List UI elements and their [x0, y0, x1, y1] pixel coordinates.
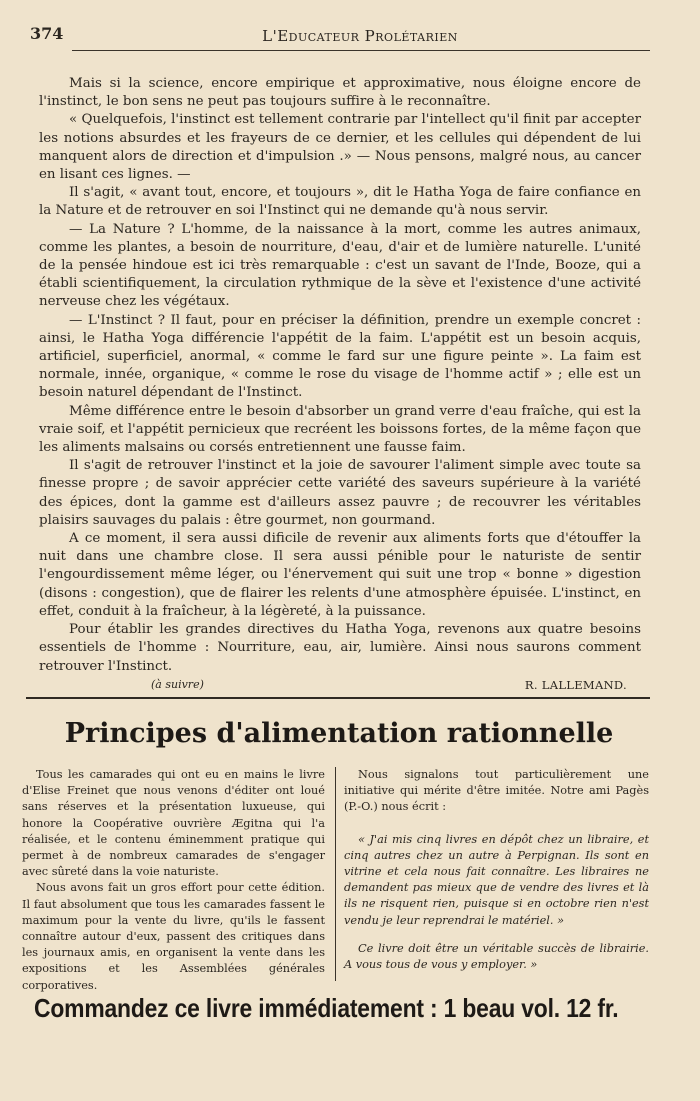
article-body — [39, 75, 641, 694]
right-closing: Ce livre doit être un véritable succès de librairie. A vous tous de vous y employer. » — [344, 941, 649, 972]
section-title: Principes d'alimentation rationnelle — [64, 718, 614, 749]
right-quote: « J'ai mis cinq livres en dépôt chez un libraire, et cinq autres chez un autre à Perpignan. Ils sont en vitrine et cela nous fait connaître. Les libraires ne demandent pas mieux que de vendre des livres et là ils ne risquent rien, puisque si en octobre rien n'est vendu je leur reprendrai le matériel. » — [344, 832, 649, 927]
article-paragraph: Même différence entre le besoin d'absorber un grand verre d'eau fraîche, qui est la vraie soif, et l'appétit pernicieux que recréent les boissons fortes, de la même façon que les aliments malsains ou corsés entretiennent une fausse faim. — [39, 403, 641, 456]
page-number: 374 — [30, 24, 64, 43]
right-column — [344, 767, 649, 973]
article-signature — [39, 676, 641, 694]
article-paragraph: Mais si la science, encore empirique et approximative, nous éloigne encore de l'instinct, le bon sens ne peut pas toujours suffire à le reconnaître. — [39, 76, 641, 110]
article-paragraph: — La Nature ? L'homme, de la naissance à la mort, comme les autres animaux, comme les plantes, a besoin de nourriture, d'eau, d'air et de lumière naturelle. L'unité de la pensée hindoue est ici très remarquable : c'est un savant de l'Inde, Booze, qui a établi scientifiquement, la circulation rythmique de la sève et l'existence d'une activité nerveuse chez les végétaux. — [39, 221, 641, 310]
journal-title: L'Educateur Prolétarien — [262, 27, 458, 45]
column-separator — [335, 767, 336, 981]
article-paragraph: Il s'agit, « avant tout, encore, et toujours », dit le Hatha Yoga de faire confiance en la Nature et de retrouver en soi l'Instinct qui ne demande qu'à nous servir. — [39, 185, 641, 219]
to-be-continued: (à suivre) — [151, 677, 204, 691]
article-paragraph: Il s'agit de retrouver l'instinct et la joie de savourer l'aliment simple avec toute sa finesse propre ; de savoir apprécier cette variété des saveurs supérieure à la variété des épices, dont la gamme est d'ailleurs assez pauvre ; de recouvrer les véritables plaisirs sauvages du palais : être gourmet, non gourmand. — [39, 458, 641, 528]
article-paragraph: « Quelquefois, l'instinct est tellement contrarie par l'intellect qu'il finit par accepter les notions absurdes et les frayeurs de ce dernier, et les cellules qui dépendent de lui manquent alors de direction et d'impulsion .» — Nous pensons, malgré nous, au cancer en lisant ces lignes. — — [39, 112, 641, 183]
header-rule — [72, 50, 650, 51]
right-intro: Nous signalons tout particulièrement une initiative qui mérite d'être imitée. Notre ami Pagès (P.-O.) nous écrit : — [344, 768, 649, 814]
article-paragraph: A ce moment, il sera aussi dificile de revenir aux aliments forts que d'étouffer la nuit dans une chambre close. Il sera aussi pénible pour le naturiste de sentir l'engourdissement même léger, ou l'énervement qui suit une trop « bonne » digestion (disons : congestion), que de flairer les relents d'une atmosphère épuisée. L'instinct, en effet, conduit à la fraîcheur, à la légèreté, à la puissance. — [39, 531, 641, 619]
section-divider — [26, 697, 650, 699]
article-paragraph: — L'Instinct ? Il faut, pour en préciser la définition, prendre un exemple concret : ainsi, le Hatha Yoga différencie l'appétit de la faim. L'appétit est un besoin acquis, artificiel, superficiel, anormal, « comme le fard sur une figure peinte ». La faim est normale, innée, organique, « comme le rose du visage de l'homme actif » ; elle est un besoin naturel dépendant de l'Instinct. — [39, 312, 641, 401]
article-paragraph: Pour établir les grandes directives du Hatha Yoga, revenons aux quatre besoins essentiels de l'homme : Nourriture, eau, air, lumière. Ainsi nous saurons comment retrouver l'Instinct. — [39, 622, 641, 674]
left-paragraph: Tous les camarades qui ont eu en mains le livre d'Elise Freinet que nous venons d'éditer ont loué sans réserves et la présentation luxueuse, qui honore la Coopérative ouvrière Ægitna qui l'a réalisée, et le contenu éminemment pratique qui permet à de nombreux camarades de s'engager avec sûreté dans la voie naturiste. — [22, 768, 325, 879]
article-author: R. LALLEMAND. — [524, 677, 627, 692]
left-column — [22, 767, 325, 994]
order-line: Commandez ce livre immédiatement : 1 beau vol. 12 fr. — [34, 993, 619, 1023]
left-paragraph: Nous avons fait un gros effort pour cette édition. Il faut absolument que tous les camarades fassent le maximum pour la vente du livre, qu'ils le fassent connaître autour d'eux, passent des critiques dans les journaux amis, en organisent la vente dans les expositions et les Assemblées générales corporatives. — [22, 881, 325, 992]
